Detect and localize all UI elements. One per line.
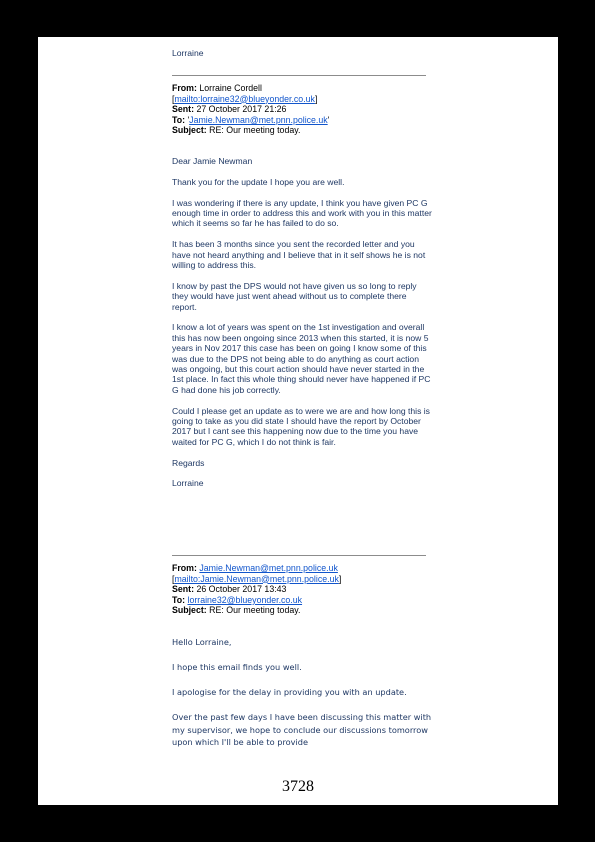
email2-from-link[interactable]: Jamie.Newman@met.pnn.police.uk (199, 563, 338, 573)
email1-to-quote-close: ' (327, 114, 330, 125)
email1-paragraph: It has been 3 months since you sent the recorded letter and you have not heard anything and I believe that in it self shows he is not willing to address this. (172, 239, 426, 271)
email2-mailto-link[interactable]: mailto:Jamie.Newman@met.pnn.police.uk (174, 573, 339, 584)
email2-sent-value: 26 October 2017 13:43 (196, 584, 287, 595)
email2-mailto-line (172, 574, 432, 585)
email1-paragraph: Thank you for the update I hope you are well. (172, 176, 345, 187)
email1-mailto-open: [ (172, 93, 175, 104)
email1-from-line (172, 83, 432, 94)
email1-to-line (172, 115, 432, 126)
email2-mailto-open: [ (172, 573, 175, 584)
email1-salutation: Dear Jamie Newman (172, 156, 253, 166)
email1-closing: Regards (172, 457, 205, 468)
email1-from-name: Lorraine Cordell (199, 83, 262, 93)
email1-subject-value: RE: Our meeting today. (209, 125, 301, 136)
email1-from-label: From: (172, 83, 197, 93)
email1-paragraph: I was wondering if there is any update, I think you have given PC G enough time in order to address this and work with you in this matter which it seems so far he has failed to do so. (172, 197, 432, 229)
email2-subject-label: Subject: (172, 605, 207, 616)
email2-to-line (172, 595, 432, 606)
email1-sent-line (172, 104, 432, 115)
email1-to-quote-open: ' (187, 114, 190, 125)
email2-divider (172, 555, 426, 556)
email1-mailto-line (172, 94, 432, 105)
email2-paragraph: I apologise for the delay in providing you with an update. (172, 687, 407, 697)
email1-to-link[interactable]: Jamie.Newman@met.pnn.police.uk (189, 114, 328, 125)
email1-subject-label: Subject: (172, 125, 207, 136)
top-signature: Lorraine (172, 48, 204, 58)
email1-paragraph: I know by past the DPS would not have given us so long to reply they would have just went ahead without us to complete there report. (172, 280, 417, 312)
email1-mailto-link[interactable]: mailto:lorraine32@blueyonder.co.uk (174, 93, 315, 104)
email1-signature: Lorraine (172, 478, 204, 489)
email1-paragraph: Could I please get an update as to were we are and how long this is going to take as you did state I should have the report by October 2017 but I cant see this happening now due to the time you have waited for PC G, which I do not think is fair. (172, 405, 430, 447)
email1-mailto-close: ] (314, 93, 318, 104)
page-number: 3728 (282, 778, 314, 795)
email1-to-label: To: (172, 114, 186, 125)
email2-mailto-close: ] (338, 573, 342, 584)
header-divider (172, 75, 426, 76)
email2-from-label: From: (172, 563, 197, 573)
email2-to-link[interactable]: lorraine32@blueyonder.co.uk (187, 594, 303, 605)
email2-paragraph: I hope this email finds you well. (172, 662, 302, 672)
email1-subject-line (172, 125, 432, 136)
email2-body (172, 636, 432, 749)
email2-paragraph: Over the past few days I have been discussing this matter with my supervisor, we hope to conclude our discussions tomorrow upon which I'll be able to provide (172, 712, 432, 747)
email1-body (172, 156, 432, 489)
email1-sent-label: Sent: (172, 104, 194, 115)
email2-paragraph: Hello Lorraine, (172, 637, 232, 647)
document-page (38, 37, 558, 805)
email2-sent-line (172, 584, 432, 595)
email1-header (172, 83, 432, 136)
email2-sent-label: Sent: (172, 584, 194, 595)
email1-paragraph: I know a lot of years was spent on the 1st investigation and overall this has now been ongoing since 2013 when this started, it is now 5 years in Nov 2017 this case has been on going I know some of this was due to the DPS not being able to do anything as court action was ongoing, but this court action should have never started in the 1st place. In fact this whole thing should never have happened if PC G had done his job correctly. (172, 322, 431, 395)
email2-header (172, 563, 432, 616)
email1-sent-value: 27 October 2017 21:26 (196, 104, 287, 115)
email2-from-line (172, 563, 432, 574)
email2-subject-line (172, 605, 432, 616)
email2-subject-value: RE: Our meeting today. (209, 605, 301, 616)
email2-to-label: To: (172, 594, 186, 605)
